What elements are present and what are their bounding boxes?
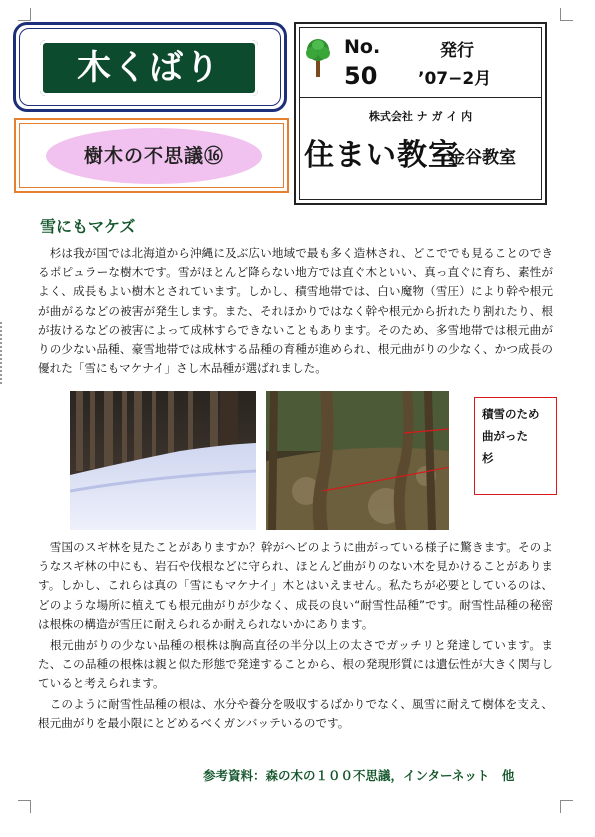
reference-note: 参考資料：森の木の１００不思議，インターネット 他 xyxy=(203,768,515,783)
issue-number: 50 xyxy=(344,62,378,90)
article-heading: 雪にもマケズ xyxy=(40,217,136,236)
issue-number-label: No. xyxy=(344,36,381,58)
article-paragraph-3: 根元曲がりの少ない品種の根株は胸高直径の半分以上の太さでガッチリと発達しています。また、この品種の根株は親と似た形態で発達することから、根の発現形質には遺伝性が大きく関与していると考えられます。 xyxy=(38,638,553,691)
issue-date-label: 発行 xyxy=(440,41,474,61)
series-subtitle: 樹木の不思議⑯ xyxy=(83,145,224,167)
company-name: 株式会社 ナ ガ イ 内 xyxy=(368,110,473,123)
crop-mark-top-left xyxy=(18,8,31,21)
bent-cedar-photo xyxy=(266,391,449,530)
margin-marker xyxy=(0,322,4,384)
snowy-forest-photo xyxy=(70,391,256,530)
issue-divider xyxy=(299,97,542,98)
article-paragraph-1: 杉は我が国では北海道から沖縄に及ぶ広い地域で最も多く造林され、どこででも見ることのできるポピュラーな樹木です。雪がほとんど降らない地方では直ぐ木といい、真っ直ぐに育ち、素性がよく、成長もよい樹木とされています。しかし、積雪地帯では、白い魔物（雪圧）により幹や根元が曲がるなどの被害が発生します。また、それほかりではなく幹や根元から折れたり割れたり、根が抜けるなどの被害によって成林すらできないこともあります。そのため、多雪地帯では根元曲がりの少ない品種、豪雪地帯では成林する品種の育種が進められ、根元曲がりの少なく、かつ成長の優れた「雪にもマケナイ」さし木品種が選ばれました。 xyxy=(38,246,553,376)
photo-callout-text: 積雪のため 曲がった 杉 xyxy=(482,407,540,465)
crop-mark-bottom-left xyxy=(18,800,31,813)
tree-icon xyxy=(302,37,334,79)
article-paragraph-4: このように耐雪性品種の根は、水分や養分を吸収するばかりでなく、風雪に耐えて樹体を支え、根元曲がりを最小限にとどめるべくガンバッテいるのです。 xyxy=(38,697,553,731)
newsletter-title: 木くばり xyxy=(77,48,221,88)
branch-name: 金谷教室 xyxy=(448,148,516,168)
issue-date: ’07−2月 xyxy=(418,69,492,89)
school-name: 住まい教室 xyxy=(304,138,459,173)
crop-mark-top-right xyxy=(560,8,573,21)
article-paragraph-2: 雪国のスギ林を見たことがありますか？幹がヘビのように曲がっている様子に驚きます。そのようなスギ林の中にも、岩石や伐根などに守られ、ほとんど曲がりのない木を見かけることがあります。しかし、これらは真の「雪にもマケナイ」木とはいえません。私たちが必要としているのは、どのような場所に植えても根元曲がりが少なく、成長の良い“耐雪性品種”です。耐雪性品種の秘密は根株の構造が雪圧に耐えられるか耐えられないかにあります。 xyxy=(38,540,553,631)
crop-mark-bottom-right xyxy=(560,800,573,813)
